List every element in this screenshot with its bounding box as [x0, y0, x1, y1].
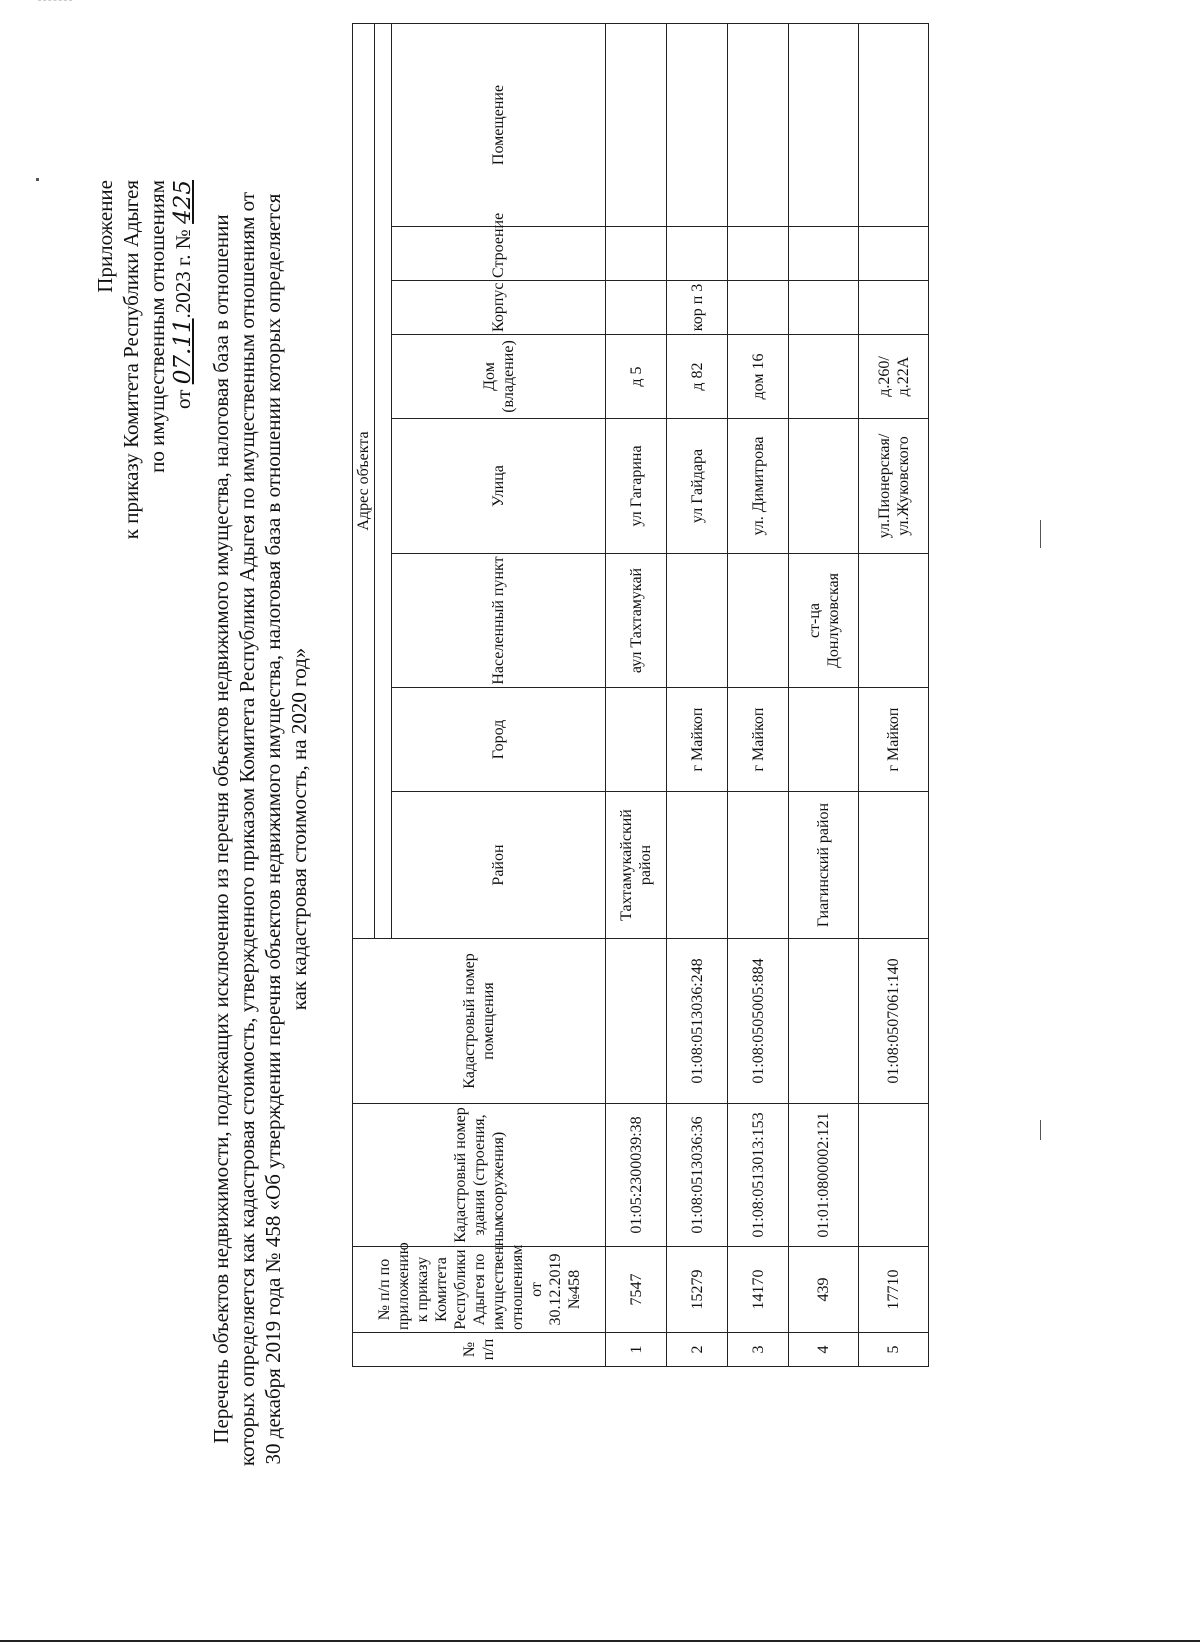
cell-structure — [728, 227, 789, 281]
cell-building: кор п 3 — [667, 281, 728, 335]
table-row — [728, 23, 789, 1366]
cell-house: д.260/д.22А — [859, 335, 929, 419]
appendix-header — [92, 180, 196, 539]
cell-cad-room: 01:08:0513036:248 — [667, 939, 728, 1104]
table-row — [667, 23, 728, 1366]
cell-building — [728, 281, 789, 335]
table-row — [789, 23, 859, 1366]
cell-cad-building: 01:01:0800002:121 — [789, 1104, 859, 1247]
cell-settlement — [667, 554, 728, 688]
address-subheader-spacer — [375, 23, 392, 938]
cell-district — [667, 792, 728, 939]
cell-cad-building — [859, 1104, 929, 1247]
cell-num: 3 — [728, 1333, 789, 1367]
col-header-num: № п/п — [353, 1333, 606, 1367]
cell-num-appendix: 15279 — [667, 1247, 728, 1333]
cell-room — [606, 23, 667, 226]
col-header-street: Улица — [392, 419, 606, 554]
cell-cad-room: 01:08:0505005:884 — [728, 939, 789, 1104]
cell-city — [789, 688, 859, 792]
appendix-line-1: Приложение — [93, 180, 117, 293]
date-suffix: .2023 г. № — [171, 229, 195, 319]
cell-cad-building: 01:08:0513036:36 — [667, 1104, 728, 1247]
cell-district — [728, 792, 789, 939]
cell-num-appendix: 17710 — [859, 1247, 929, 1333]
cell-room — [789, 23, 859, 226]
col-header-structure: Строение — [392, 227, 606, 281]
appendix-line-2: к приказу Комитета Республики Адыгея — [119, 180, 143, 540]
col-header-cad-building: Кадастровый номер здания (строения, сооружения) — [353, 1104, 606, 1247]
col-header-cad-room: Кадастровый номер помещения — [353, 939, 606, 1104]
cell-settlement — [728, 554, 789, 688]
cell-num: 5 — [859, 1333, 929, 1367]
handwritten-number: 425 — [170, 180, 196, 224]
cell-street: ул Гагарина — [606, 419, 667, 554]
col-header-building: Корпус — [392, 281, 606, 335]
cell-structure — [789, 227, 859, 281]
cell-num-appendix: 439 — [789, 1247, 859, 1333]
cell-city: г Майкоп — [728, 688, 789, 792]
cell-cad-room — [606, 939, 667, 1104]
document-title: Перечень объектов недвижимости, подлежащих исключению из перечня объектов недвижимого имущества, налоговая база в отношении которых определяется как кадастровая стоимость, утвержденного приказом Комитета Республики Адыгея по имущественным отношениям от 30 декабря 2019 года № 458 «Об утверждении перечня объектов недвижимого имущества, налоговая база в отношении которых определяется как кадастровая стоимость, на 2020 год» — [209, 191, 311, 1467]
cell-num: 4 — [789, 1333, 859, 1367]
cell-street — [789, 419, 859, 554]
cell-house — [789, 335, 859, 419]
objects-table — [352, 23, 929, 1367]
cell-cad-building: 01:08:0513013:153 — [728, 1104, 789, 1247]
cell-city — [606, 688, 667, 792]
cell-settlement: аул Тахтамукай — [606, 554, 667, 688]
cell-num-appendix: 14170 — [728, 1247, 789, 1333]
col-header-address-group: Адрес объекта — [353, 23, 375, 938]
cell-cad-room: 01:08:0507061:140 — [859, 939, 929, 1104]
cell-cad-room — [789, 939, 859, 1104]
cell-structure — [667, 227, 728, 281]
cell-street: ул.Пионерская/ул.Жуковского — [859, 419, 929, 554]
cell-district: Тахтамукайский район — [606, 792, 667, 939]
cell-district — [859, 792, 929, 939]
cell-city: г Майкоп — [859, 688, 929, 792]
col-header-room: Помещение — [392, 23, 606, 226]
table-row — [606, 23, 667, 1366]
cell-house: д 5 — [606, 335, 667, 419]
col-header-house: Дом (владение) — [392, 335, 606, 419]
cell-room — [859, 23, 929, 226]
cell-building — [859, 281, 929, 335]
cell-settlement: ст-ца Донлуковская — [789, 554, 859, 688]
col-header-district: Район — [392, 792, 606, 939]
col-header-settlement: Населенный пункт — [392, 554, 606, 688]
cell-cad-building: 01:05:2300039:38 — [606, 1104, 667, 1247]
cell-district: Гиагинский район — [789, 792, 859, 939]
cell-street: ул. Димитрова — [728, 419, 789, 554]
cell-house: дом 16 — [728, 335, 789, 419]
cell-house: д 82 — [667, 335, 728, 419]
cell-structure — [606, 227, 667, 281]
table-row — [859, 23, 929, 1366]
date-prefix: от — [171, 389, 195, 409]
cell-city: г Майкоп — [667, 688, 728, 792]
cell-building — [606, 281, 667, 335]
cell-room — [667, 23, 728, 226]
cell-num-appendix: 7547 — [606, 1247, 667, 1333]
cell-num: 2 — [667, 1333, 728, 1367]
cell-room — [728, 23, 789, 226]
cell-street: ул Гайдара — [667, 419, 728, 554]
appendix-date-line — [170, 180, 196, 539]
appendix-line-3: по имущественным отношениям — [145, 180, 169, 473]
handwritten-date: 07.11 — [170, 318, 196, 385]
cell-building — [789, 281, 859, 335]
cell-settlement — [859, 554, 929, 688]
col-header-num-appendix: № п/п по приложению к приказу Комитета Республики Адыгея по имущественным отношениям от 30.12.2019 №458 — [353, 1247, 606, 1333]
cell-num: 1 — [606, 1333, 667, 1367]
cell-structure — [859, 227, 929, 281]
col-header-city: Город — [392, 688, 606, 792]
